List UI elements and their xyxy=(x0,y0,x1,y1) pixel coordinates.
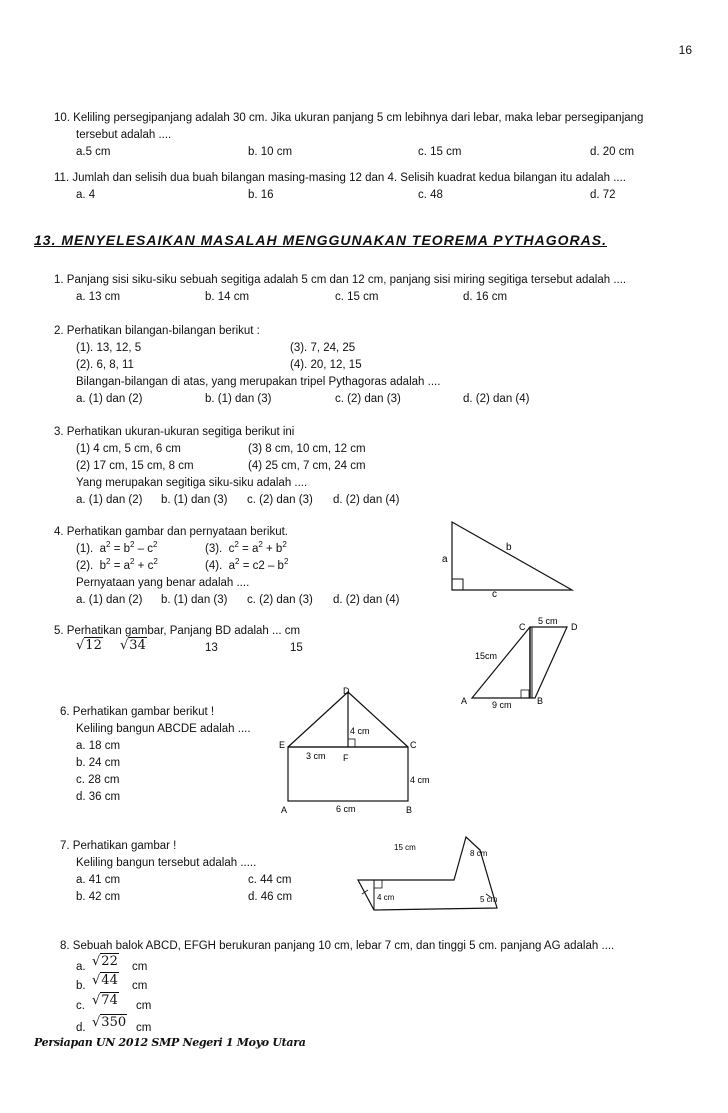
option-d: d. (2) dan (4) xyxy=(463,393,530,405)
option-d: d. 72 xyxy=(590,189,616,201)
svg-text:A: A xyxy=(281,805,288,815)
question-text: 4. Perhatikan gambar dan pernyataan berikut. xyxy=(54,526,288,538)
svg-text:F: F xyxy=(343,753,349,763)
option-d-sqrt: √350 xyxy=(92,1015,127,1030)
svg-text:5 cm: 5 cm xyxy=(480,895,498,904)
svg-text:C: C xyxy=(410,740,417,750)
option-b-unit: cm xyxy=(132,980,148,992)
svg-text:A: A xyxy=(461,696,468,706)
option-d: d. 20 cm xyxy=(590,146,635,158)
option-a-sqrt: √22 xyxy=(92,954,118,969)
option-c: c. 44 cm xyxy=(248,874,292,886)
option-a-unit: cm xyxy=(132,961,148,973)
option-13: 13 xyxy=(205,642,218,654)
option-b: b. 10 cm xyxy=(248,146,293,158)
option-c: c. 15 cm xyxy=(335,291,379,303)
option-a: a. 13 cm xyxy=(76,291,121,303)
question-text: 1. Panjang sisi siku-siku sebuah segitiga adalah 5 cm dan 12 cm, panjang sisi miring segitiga tersebut adalah .... xyxy=(54,274,627,286)
option-a: a. 41 cm xyxy=(76,874,121,886)
option-b: b. (1) dan (3) xyxy=(161,494,228,506)
option-b: b. 24 cm xyxy=(76,757,121,769)
option-c-unit: cm xyxy=(136,1000,152,1012)
question-text: 3. Perhatikan ukuran-ukuran segitiga berikut ini xyxy=(54,426,295,438)
svg-text:15cm: 15cm xyxy=(475,651,498,661)
svg-text:6 cm: 6 cm xyxy=(336,804,356,814)
item: (3). 7, 24, 25 xyxy=(290,342,356,354)
option-d: d. (2) dan (4) xyxy=(333,494,400,506)
svg-text:15 cm: 15 cm xyxy=(394,843,416,852)
option-sqrt-34: √34 xyxy=(120,638,146,653)
parallelogram-figure xyxy=(455,614,595,710)
option-d-letter: d. xyxy=(76,1022,86,1034)
option-a: a. (1) dan (2) xyxy=(76,393,143,405)
option-b-sqrt: √44 xyxy=(92,973,118,988)
label-a: a xyxy=(442,554,448,565)
question-text: 11. Jumlah dan selisih dua buah bilangan masing-masing 12 dan 4. Selisih kuadrat kedua bilangan itu adalah .... xyxy=(54,172,626,184)
question-prompt: Bilangan-bilangan di atas, yang merupakan tripel Pythagoras adalah .... xyxy=(76,376,441,388)
statement-4: (4). $a^2 = c2 - b^2$ xyxy=(205,557,289,572)
svg-text:E: E xyxy=(279,740,286,750)
svg-text:3 cm: 3 cm xyxy=(306,751,326,761)
statement-1: (1). $a^2 = b^2 - c^2$ xyxy=(76,540,158,555)
option-a: a.5 cm xyxy=(76,146,111,158)
option-a: a. 18 cm xyxy=(76,740,121,752)
option-b: b. 14 cm xyxy=(205,291,250,303)
option-sqrt-12: √12 xyxy=(76,638,102,653)
question-text: 7. Perhatikan gambar ! xyxy=(60,840,177,852)
option-d-unit: cm xyxy=(136,1022,152,1034)
option-d: d. 36 cm xyxy=(76,791,121,803)
house-figure xyxy=(276,684,436,818)
pentagon-figure xyxy=(352,832,520,922)
option-c: c. (2) dan (3) xyxy=(335,393,401,405)
page-number: 16 xyxy=(678,43,692,57)
item: (1). 13, 12, 5 xyxy=(76,342,142,354)
item: (4) 25 cm, 7 cm, 24 cm xyxy=(248,460,366,472)
svg-text:8 cm: 8 cm xyxy=(470,849,488,858)
option-d: d. 16 cm xyxy=(463,291,508,303)
svg-text:D: D xyxy=(343,686,350,696)
question-prompt: Pernyataan yang benar adalah .... xyxy=(76,577,250,589)
svg-text:C: C xyxy=(519,622,526,632)
option-a: a. (1) dan (2) xyxy=(76,494,143,506)
option-b-letter: b. xyxy=(76,980,86,992)
option-c: c. 15 cm xyxy=(418,146,462,158)
statement-3: (3). $c^2 = a^2 + b^2$ xyxy=(205,540,287,555)
item: (1) 4 cm, 5 cm, 6 cm xyxy=(76,443,181,455)
option-d: d. 46 cm xyxy=(248,891,293,903)
option-c: c. (2) dan (3) xyxy=(247,594,313,606)
option-b: b. (1) dan (3) xyxy=(161,594,228,606)
label-c: c xyxy=(492,589,497,600)
option-a: a. 4 xyxy=(76,189,96,201)
svg-text:9 cm: 9 cm xyxy=(492,700,512,710)
option-c-sqrt: √74 xyxy=(92,993,118,1008)
question-text: 6. Perhatikan gambar berikut ! xyxy=(60,706,215,718)
svg-text:D: D xyxy=(571,622,578,632)
option-15: 15 xyxy=(290,642,303,654)
footer: Persiapan UN 2012 SMP Negeri 1 Moyo Utara xyxy=(34,1036,306,1049)
label-b: b xyxy=(506,542,512,553)
item: (3) 8 cm, 10 cm, 12 cm xyxy=(248,443,366,455)
question-text: 5. Perhatikan gambar, Panjang BD adalah ... cm xyxy=(54,625,301,637)
question-prompt: Keliling bangun tersebut adalah ..... xyxy=(76,857,257,869)
item: (4). 20, 12, 15 xyxy=(290,359,362,371)
question-prompt: Keliling bangun ABCDE adalah .... xyxy=(76,723,251,735)
item: (2). 6, 8, 11 xyxy=(76,359,134,371)
question-prompt: Yang merupakan segitiga siku-siku adalah .... xyxy=(76,477,308,489)
question-text: 2. Perhatikan bilangan-bilangan berikut : xyxy=(54,325,260,337)
question-text: 8. Sebuah balok ABCD, EFGH berukuran panjang 10 cm, lebar 7 cm, dan tinggi 5 cm. panjang AG adalah .... xyxy=(60,940,615,952)
svg-text:4 cm: 4 cm xyxy=(410,775,430,785)
right-triangle-figure xyxy=(436,518,581,600)
svg-text:5 cm: 5 cm xyxy=(538,616,558,626)
svg-text:B: B xyxy=(537,696,544,706)
option-d: d. (2) dan (4) xyxy=(333,594,400,606)
item: (2) 17 cm, 15 cm, 8 cm xyxy=(76,460,194,472)
option-c: c. 48 xyxy=(418,189,443,201)
option-c: c. (2) dan (3) xyxy=(247,494,313,506)
svg-text:4 cm: 4 cm xyxy=(350,726,370,736)
option-a-letter: a. xyxy=(76,961,86,973)
option-c-letter: c. xyxy=(76,1000,85,1012)
statement-2: (2). $b^2 = a^2 + c^2$ xyxy=(76,557,158,572)
option-a: a. (1) dan (2) xyxy=(76,594,143,606)
question-text: tersebut adalah .... xyxy=(76,129,172,141)
option-b: b. (1) dan (3) xyxy=(205,393,272,405)
question-text: 10. Keliling persegipanjang adalah 30 cm. Jika ukuran panjang 5 cm lebihnya dari lebar, maka lebar persegipanjang xyxy=(54,112,644,124)
option-b: b. 42 cm xyxy=(76,891,121,903)
svg-text:4 cm: 4 cm xyxy=(377,893,395,902)
option-c: c. 28 cm xyxy=(76,774,120,786)
svg-text:B: B xyxy=(406,805,413,815)
option-b: b. 16 xyxy=(248,189,274,201)
section-title: 13. MENYELESAIKAN MASALAH MENGGUNAKAN TEOREMA PYTHAGORAS. xyxy=(34,232,607,248)
